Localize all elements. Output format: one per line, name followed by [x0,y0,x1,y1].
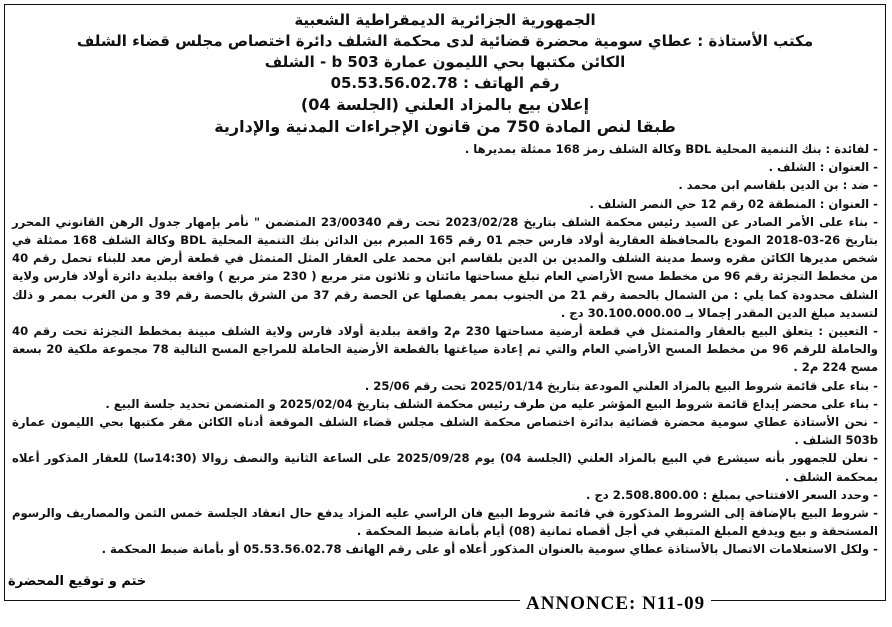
phone-line: رقم الهاتف : 05.53.56.02.78 [330,74,560,92]
paragraph-deposit-report: - بناء على محضر إيداع قائمة شروط البيع المؤشر عليه من طرف رئيس محكمة الشلف بتاريخ 2025/02/04 و المتضمن تحديد جلسة البيع . [105,396,878,411]
republic-title: الجمهورية الجزائرية الديمقراطية الشعبية [294,11,596,29]
paragraph-auction-date: - نعلن للجمهور بأنه سيشرع في البيع بالمزاد العلني (الجلسة 04) يوم 2025/09/28 على الساعة الثانية والنصف زوالا (14:30سا) للعقار المذكور أعلاه بمحكمة الشلف . [12,451,879,484]
paragraph-debtor: - ضد : بن الدين بلقاسم ابن محمد . [678,178,878,193]
address-line: الكائن مكتبها بحي الليمون عمارة b 503 - الشلف [264,53,626,71]
legal-notice [12,10,878,595]
paragraph-beneficiary: - لفائدة : بنك التنمية المحلية BDL وكالة الشلف رمز 168 ممثلة بمديرها . [464,142,878,156]
paragraph-contact: - ولكل الاستعلامات الاتصال بالأستاذة عطاي سومية بالعنوان المذكور أعلاه أو على رقم الهاتف 05.53.56.02.78 أو بأمانة ضبط المحكمة . [101,542,878,557]
paragraph-court-order: - بناء على الأمر الصادر عن السيد رئيس محكمة الشلف بتاريخ 2023/02/28 تحت رقم 23/00340 المتضمن " نأمر بإمهار جدول الرهن القانوني المحرر بتاريخ 26-03-2018 المودع بالمحافظة العقارية أولاد فارس حجم 01 رقم 165 المبرم بين الدائن بنك التنمية المحلية BDL وكالة الشلف 168 ممثلة في شخص مديرها الكائن مقره وسط مدينة الشلف والمدين بن الدين بلقاسم ابن محمد على العقار المثل المتمثل في قطعة أرض معد للبناء تحمل رقم 40 من مخطط التجزئة رقم 96 من مخطط مسح الأراضي العام تبلغ مساحتها مائتان و ثلاثون متر مربع ( 230 متر مربع ) واقعة ببلدية دائرة أولاد فارس ولاية الشلف محدودة كما يلي : من الشمال بالحصة رقم 21 من الجنوب بممر يفصلها عن الحصة رقم 37 من الشرق بالحصة رقم 39 و من الغرب بممر و ذلك لتسديد مبلغ الدين المقدر إجمالا بـ 30.100.000.00 دج . [12,214,879,320]
office-line: مكتب الأستاذة : عطاي سومية محضرة قضائية لدى محكمة الشلف دائرة اختصاص مجلس قضاء الشلف [76,32,814,50]
paragraph-opening-price: - وحدد السعر الافتتاحي بمبلغ : 2.508.800.00 دج . [586,487,878,502]
paragraph-bailiff: - نحن الأستاذة عطاي سومية محضرة قضائية بدائرة اختصاص محكمة الشلف مجلس قضاء الشلف الموقعة أدناه الكائن مقر مكتبها بحي الليمون عمارة 503b الشلف . [12,415,878,448]
paragraph-beneficiary-address: - العنوان : الشلف . [768,160,878,175]
paragraph-debtor-address: - العنوان : المنطقة 02 رقم 12 حي النصر الشلف . [589,196,878,211]
notice-body [12,140,878,559]
paragraph-designation: - التعيين : يتعلق البيع بالعقار والمتمثل في قطعة أرضية مساحتها 230 م2 واقعة ببلدية أولاد فارس ولاية الشلف مبينة بمخطط التجزئة تحت رقم 40 والحاملة للرقم 96 من مخطط المسح الأراضي العام والتي تم إعادة صياغتها بالقطعة الأرضية الحاملة للمراجع المسح التالية 78 مجموعة ملكية 20 بسعة مسح 224 م2 . [12,324,878,375]
notice-title: إعلان بيع بالمزاد العلني (الجلسة 04) [300,95,590,114]
signature-label: ختم و توقيع المحضرة [8,574,147,589]
legal-reference: طبقا لنص المادة 750 من قانون الإجراءات المدنية والإدارية [214,117,676,136]
notice-header [12,10,878,138]
paragraph-conditions-list: - بناء على قائمة شروط البيع بالمزاد العلني المودعة بتاريخ 2025/01/14 تحت رقم 25/06 . [364,378,878,393]
paragraph-sale-conditions: - شروط البيع بالإضافة إلى الشروط المذكورة في قائمة شروط البيع فان الراسي عليه المزاد يدفع حال انعقاد الجلسة خمس الثمن والمصاريف والرسوم المستحقة و بيع ويدفع المبلغ المتبقي في أجل أقصاه ثمانية (08) أيام بأمانة ضبط المحكمة . [12,506,878,539]
annonce-number: ANNONCE: N11-09 [520,593,711,615]
